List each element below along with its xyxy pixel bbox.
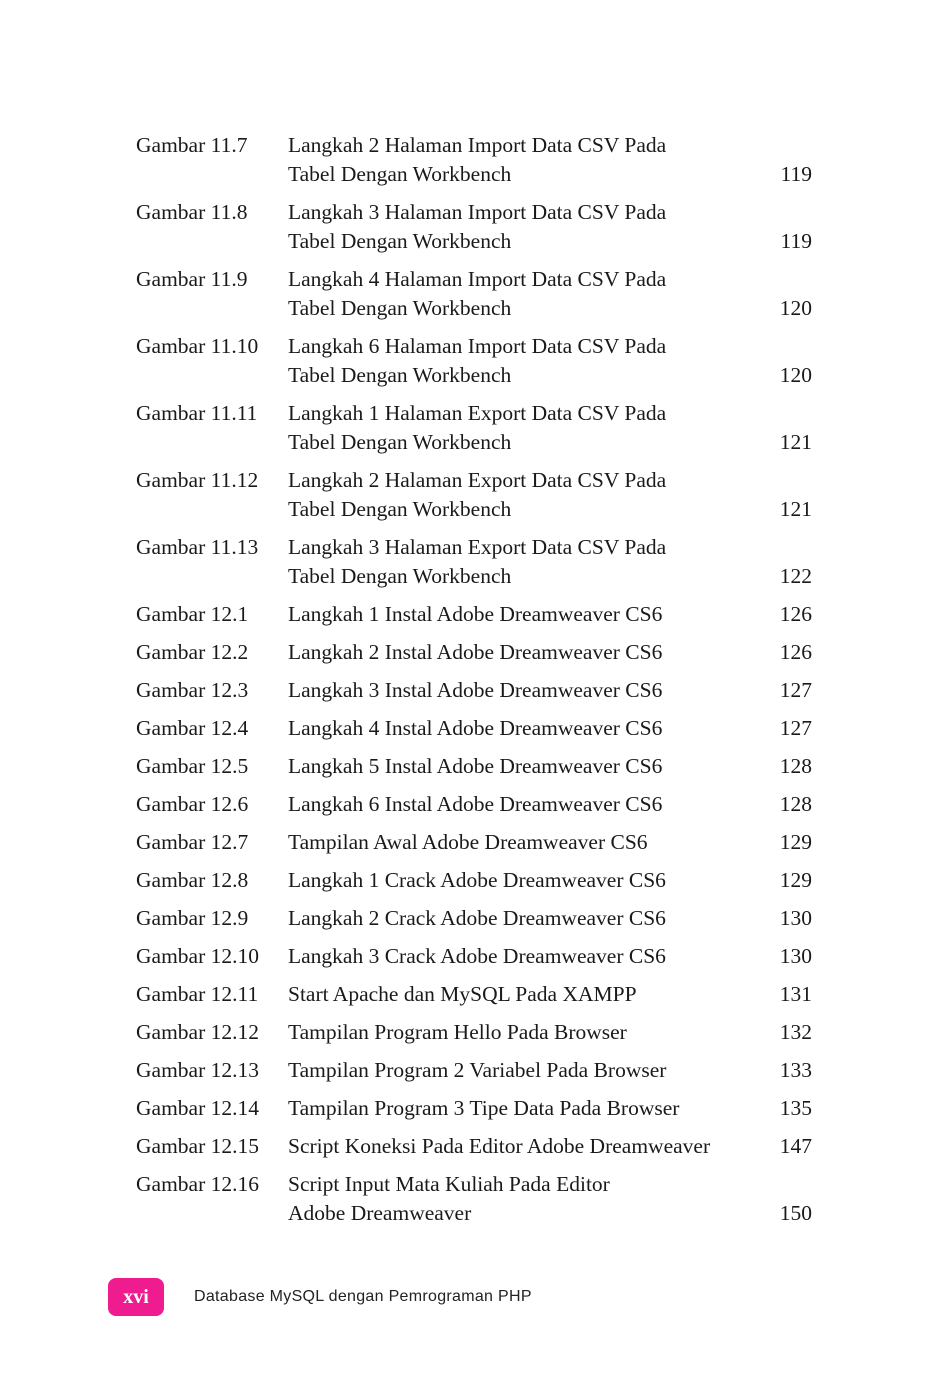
list-of-figures bbox=[136, 131, 812, 1237]
page-number: 120 bbox=[779, 363, 812, 387]
figure-entry bbox=[136, 1094, 812, 1123]
figure-title bbox=[288, 332, 766, 390]
page-number: 119 bbox=[780, 229, 812, 253]
figure-number: Gambar 12.4 bbox=[136, 716, 249, 740]
page-number: 130 bbox=[779, 944, 812, 968]
figure-title bbox=[288, 466, 766, 524]
figure-title-line: Langkah 3 Halaman Export Data CSV Pada bbox=[288, 535, 667, 559]
figure-title-line: Langkah 3 Halaman Import Data CSV Pada bbox=[288, 200, 667, 224]
figure-title-line: Langkah 1 Instal Adobe Dreamweaver CS6 bbox=[288, 602, 663, 626]
page-number: 126 bbox=[779, 602, 812, 626]
page-number: 120 bbox=[779, 296, 812, 320]
figure-entry bbox=[136, 828, 812, 857]
page-number-badge: xvi bbox=[108, 1278, 164, 1316]
figure-title-line: Langkah 3 Crack Adobe Dreamweaver CS6 bbox=[288, 944, 666, 968]
figure-entry bbox=[136, 399, 812, 457]
figure-number: Gambar 11.10 bbox=[136, 334, 259, 358]
figure-title-line: Langkah 3 Instal Adobe Dreamweaver CS6 bbox=[288, 678, 663, 702]
page-number: 147 bbox=[779, 1134, 812, 1158]
figure-entry bbox=[136, 904, 812, 933]
page-number: 122 bbox=[779, 564, 812, 588]
figure-entry bbox=[136, 600, 812, 629]
figure-title bbox=[288, 752, 766, 781]
figure-title-line: Tabel Dengan Workbench bbox=[288, 430, 512, 454]
page-number: 130 bbox=[779, 906, 812, 930]
figure-title-line: Langkah 1 Crack Adobe Dreamweaver CS6 bbox=[288, 868, 666, 892]
figure-entry bbox=[136, 676, 812, 705]
figure-title-line: Tampilan Program Hello Pada Browser bbox=[288, 1020, 627, 1044]
figure-title bbox=[288, 1018, 766, 1047]
figure-number: Gambar 12.2 bbox=[136, 640, 249, 664]
figure-entry bbox=[136, 1132, 812, 1161]
figure-number: Gambar 11.12 bbox=[136, 468, 259, 492]
figure-number: Gambar 11.8 bbox=[136, 200, 248, 224]
figure-number: Gambar 12.15 bbox=[136, 1134, 259, 1158]
page-number: 128 bbox=[779, 792, 812, 816]
page-number: 128 bbox=[779, 754, 812, 778]
page-number: 132 bbox=[779, 1020, 812, 1044]
figure-number: Gambar 11.7 bbox=[136, 133, 248, 157]
page-number: 126 bbox=[779, 640, 812, 664]
figure-title-line: Script Input Mata Kuliah Pada Editor bbox=[288, 1172, 610, 1196]
figure-title-line: Tabel Dengan Workbench bbox=[288, 296, 512, 320]
page-number: 121 bbox=[779, 430, 812, 454]
figure-title bbox=[288, 131, 766, 189]
figure-title-line: Langkah 4 Halaman Import Data CSV Pada bbox=[288, 267, 667, 291]
figure-entry bbox=[136, 131, 812, 189]
figure-entry bbox=[136, 752, 812, 781]
figure-entry bbox=[136, 714, 812, 743]
figure-title bbox=[288, 790, 766, 819]
page-number: 127 bbox=[779, 678, 812, 702]
figure-title-line: Langkah 2 Halaman Import Data CSV Pada bbox=[288, 133, 667, 157]
figure-number: Gambar 11.11 bbox=[136, 401, 258, 425]
figure-number: Gambar 12.9 bbox=[136, 906, 249, 930]
figure-number: Gambar 12.13 bbox=[136, 1058, 259, 1082]
figure-entry bbox=[136, 1018, 812, 1047]
figure-title bbox=[288, 1132, 766, 1161]
page-number: 150 bbox=[779, 1201, 812, 1225]
figure-entry bbox=[136, 265, 812, 323]
figure-number: Gambar 12.10 bbox=[136, 944, 259, 968]
figure-title-line: Langkah 4 Instal Adobe Dreamweaver CS6 bbox=[288, 716, 663, 740]
figure-title bbox=[288, 980, 766, 1009]
figure-title bbox=[288, 714, 766, 743]
figure-number: Gambar 12.1 bbox=[136, 602, 249, 626]
figure-title bbox=[288, 866, 766, 895]
figure-title bbox=[288, 265, 766, 323]
figure-title-line: Tabel Dengan Workbench bbox=[288, 162, 512, 186]
figure-title-line: Langkah 5 Instal Adobe Dreamweaver CS6 bbox=[288, 754, 663, 778]
figure-entry bbox=[136, 198, 812, 256]
figure-title bbox=[288, 399, 766, 457]
figure-number: Gambar 12.14 bbox=[136, 1096, 259, 1120]
figure-title bbox=[288, 638, 766, 667]
figure-title-line: Tabel Dengan Workbench bbox=[288, 564, 512, 588]
figure-number: Gambar 12.5 bbox=[136, 754, 249, 778]
figure-title-line: Start Apache dan MySQL Pada XAMPP bbox=[288, 982, 637, 1006]
page-number: 119 bbox=[780, 162, 812, 186]
page-number: 121 bbox=[779, 497, 812, 521]
figure-title bbox=[288, 1056, 766, 1085]
figure-title-line: Adobe Dreamweaver bbox=[288, 1201, 472, 1225]
figure-number: Gambar 11.9 bbox=[136, 267, 248, 291]
figure-number: Gambar 12.6 bbox=[136, 792, 249, 816]
figure-title-line: Langkah 1 Halaman Export Data CSV Pada bbox=[288, 401, 667, 425]
figure-title-line: Tabel Dengan Workbench bbox=[288, 497, 512, 521]
page-footer bbox=[108, 1278, 532, 1316]
figure-title-line: Script Koneksi Pada Editor Adobe Dreamweaver bbox=[288, 1134, 711, 1158]
figure-title-line: Langkah 2 Halaman Export Data CSV Pada bbox=[288, 468, 667, 492]
figure-title-line: Langkah 2 Crack Adobe Dreamweaver CS6 bbox=[288, 906, 666, 930]
figure-title bbox=[288, 942, 766, 971]
figure-entry bbox=[136, 466, 812, 524]
figure-title bbox=[288, 533, 766, 591]
figure-title-line: Langkah 6 Instal Adobe Dreamweaver CS6 bbox=[288, 792, 663, 816]
figure-entry bbox=[136, 1170, 812, 1228]
figure-number: Gambar 12.3 bbox=[136, 678, 249, 702]
page-number: 127 bbox=[779, 716, 812, 740]
figure-title-line: Tampilan Awal Adobe Dreamweaver CS6 bbox=[288, 830, 648, 854]
figure-title bbox=[288, 600, 766, 629]
figure-number: Gambar 12.7 bbox=[136, 830, 249, 854]
figure-entry bbox=[136, 790, 812, 819]
running-book-title: Database MySQL dengan Pemrograman PHP bbox=[194, 1288, 532, 1305]
figure-entry bbox=[136, 866, 812, 895]
figure-title bbox=[288, 828, 766, 857]
page-number: 135 bbox=[779, 1096, 812, 1120]
figure-title bbox=[288, 676, 766, 705]
figure-entry bbox=[136, 638, 812, 667]
figure-number: Gambar 12.12 bbox=[136, 1020, 259, 1044]
figure-number: Gambar 12.16 bbox=[136, 1172, 259, 1196]
page-number: 131 bbox=[779, 982, 812, 1006]
figure-title-line: Langkah 6 Halaman Import Data CSV Pada bbox=[288, 334, 667, 358]
figure-entry bbox=[136, 942, 812, 971]
figure-title bbox=[288, 1170, 766, 1228]
figure-title bbox=[288, 1094, 766, 1123]
figure-number: Gambar 11.13 bbox=[136, 535, 259, 559]
figure-title bbox=[288, 904, 766, 933]
figure-title bbox=[288, 198, 766, 256]
page-number: 129 bbox=[779, 868, 812, 892]
page-number: 129 bbox=[779, 830, 812, 854]
figure-title-line: Tabel Dengan Workbench bbox=[288, 363, 512, 387]
figure-number: Gambar 12.11 bbox=[136, 982, 259, 1006]
page-number: 133 bbox=[779, 1058, 812, 1082]
figure-entry bbox=[136, 980, 812, 1009]
figure-entry bbox=[136, 1056, 812, 1085]
figure-title-line: Tampilan Program 2 Variabel Pada Browser bbox=[288, 1058, 667, 1082]
figure-entry bbox=[136, 533, 812, 591]
figure-title-line: Tampilan Program 3 Tipe Data Pada Browser bbox=[288, 1096, 680, 1120]
figure-number: Gambar 12.8 bbox=[136, 868, 249, 892]
figure-title-line: Tabel Dengan Workbench bbox=[288, 229, 512, 253]
figure-title-line: Langkah 2 Instal Adobe Dreamweaver CS6 bbox=[288, 640, 663, 664]
figure-entry bbox=[136, 332, 812, 390]
